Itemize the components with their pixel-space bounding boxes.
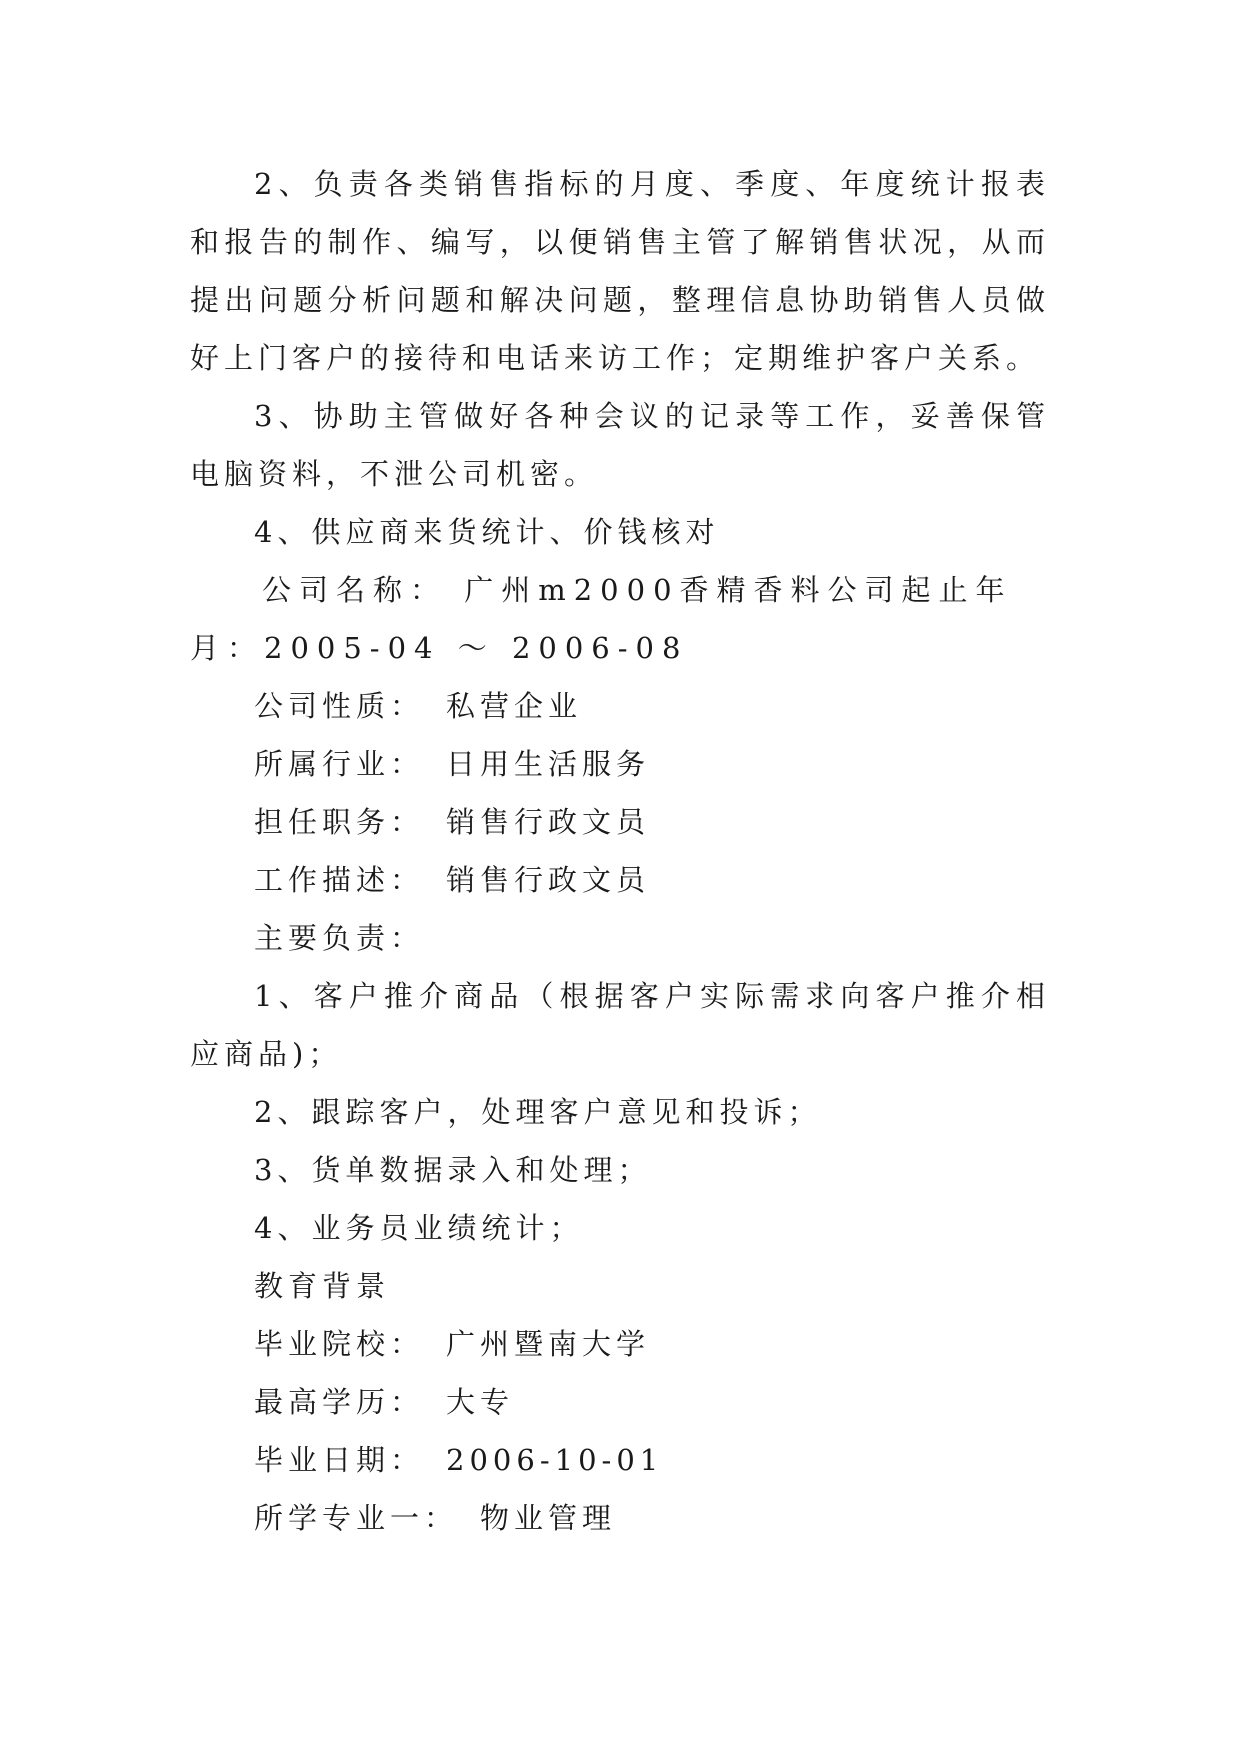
duty-item-4: 4、业务员业绩统计； (254, 1211, 584, 1245)
job-description-value: 销售行政文员 (446, 863, 651, 897)
school-value: 广州暨南大学 (446, 1327, 651, 1361)
duty-item-3: 3、货单数据录入和处理； (254, 1153, 652, 1187)
company-name-and-period: 公司名称： 广州m2000香精香料公司起止年月：2005-04 ～ 2006-08 (190, 573, 1013, 665)
industry-label: 所属行业： (254, 747, 425, 781)
main-duties-label: 主要负责： (254, 921, 425, 955)
duty-paragraph-2: 2、负责各类销售指标的月度、季度、年度统计报表和报告的制作、编写，以便销售主管了解销售状况，从而提出问题分析问题和解决问题，整理信息协助销售人员做好上门客户的接待和电话来访工作；定期维护客户关系。 (190, 167, 1050, 375)
company-nature-label: 公司性质： (254, 689, 425, 723)
duty-paragraph-3: 3、协助主管做好各种会议的记录等工作，妥善保管电脑资料，不泄公司机密。 (190, 399, 1050, 491)
degree-label: 最高学历： (254, 1385, 425, 1419)
industry-row (190, 735, 1050, 793)
duty-item-2: 2、跟踪客户，处理客户意见和投诉； (254, 1095, 822, 1129)
position-label: 担任职务： (254, 805, 425, 839)
position-value: 销售行政文员 (446, 805, 651, 839)
school-row (190, 1315, 1050, 1373)
job-description-row (190, 851, 1050, 909)
main-duties-heading (190, 909, 1050, 967)
education-heading-text: 教育背景 (254, 1269, 391, 1303)
company-nature-row (190, 677, 1050, 735)
job-description-label: 工作描述： (254, 863, 425, 897)
position-row (190, 793, 1050, 851)
duty-item-1: 1、客户推介商品（根据客户实际需求向客户推介相应商品)； (190, 979, 1050, 1071)
duty-paragraph-4: 4、供应商来货统计、价钱核对 (254, 515, 720, 549)
graduation-date-value: 2006-10-01 (446, 1443, 664, 1477)
industry-value: 日用生活服务 (446, 747, 651, 781)
major-value: 物业管理 (480, 1501, 617, 1535)
degree-value: 大专 (446, 1385, 515, 1419)
major-row (190, 1489, 1050, 1547)
degree-row (190, 1373, 1050, 1431)
graduation-date-label: 毕业日期： (254, 1443, 425, 1477)
education-heading (190, 1257, 1050, 1315)
school-label: 毕业院校： (254, 1327, 425, 1361)
graduation-date-row (190, 1431, 1050, 1489)
document-body (190, 155, 1050, 1547)
company-nature-value: 私营企业 (446, 689, 583, 723)
major-label: 所学专业一： (254, 1501, 459, 1535)
